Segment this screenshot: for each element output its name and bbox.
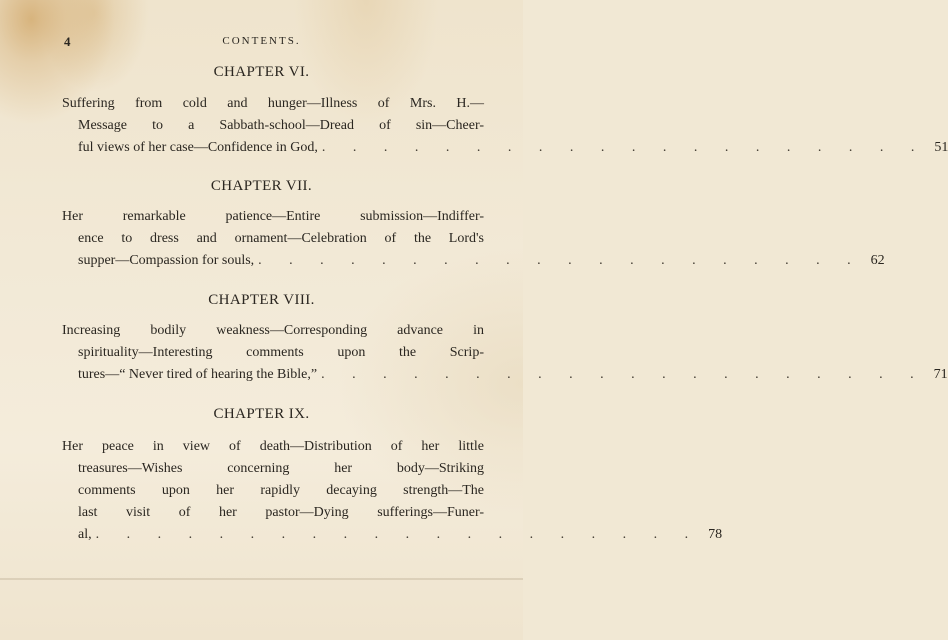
chapter-page-number: 78 [708,527,723,542]
summary-line: ence to dress and ornament—Celebration of the Lord's [78,231,484,246]
chapter-summary [62,436,723,546]
chapter-heading: CHAPTER IX. [213,406,310,422]
summary-last-line [62,524,723,546]
page-fold-line [0,578,523,580]
summary-line: Her remarkable patience—Entire submission—Indiffer- [62,209,484,224]
chapter-summary [62,206,885,272]
summary-line: spirituality—Interesting comments upon the Scrip- [78,345,484,360]
summary-line: Increasing bodily weakness—Corresponding advance in [62,323,484,338]
dot-leader: . . . . . . . . . . . . . . . . . . . . [258,253,863,268]
summary-last-line [62,250,885,272]
summary-line: treasures—Wishes concerning her body—Striking [78,461,484,476]
summary-line: al, [78,527,92,542]
page-number: 4 [64,34,71,49]
dot-leader: . . . . . . . . . . . . . . . . . . . . [95,527,701,542]
summary-line: supper—Compassion for souls, [78,253,255,268]
chapter-summary [62,320,948,386]
chapter-page-number: 71 [933,367,948,382]
dot-leader: . . . . . . . . . . . . . . . . . . . . [321,367,926,382]
summary-last-line [62,137,948,159]
chapter-summary [62,93,948,159]
summary-line: Her peace in view of death—Distribution of her little [62,439,484,454]
chapter-page-number: 51 [934,140,948,155]
summary-line: Message to a Sabbath-school—Dread of sin—Cheer- [78,118,484,133]
summary-line: tures—“ Never tired of hearing the Bible,” [78,367,318,382]
summary-line: ful views of her case—Confidence in God, [78,140,318,155]
summary-line: comments upon her rapidly decaying strength—The [78,483,484,498]
chapter-heading: CHAPTER VIII. [208,292,315,308]
running-head: CONTENTS. [222,35,301,47]
summary-last-line [62,364,948,386]
chapter-heading: CHAPTER VII. [210,178,313,194]
dot-leader: . . . . . . . . . . . . . . . . . . . . [321,140,927,155]
summary-line: Suffering from cold and hunger—Illness of Mrs. H.— [62,96,484,111]
chapter-page-number: 62 [870,253,885,268]
summary-line: last visit of her pastor—Dying sufferings—Funer- [78,505,484,520]
chapter-heading: CHAPTER VI. [213,64,310,80]
